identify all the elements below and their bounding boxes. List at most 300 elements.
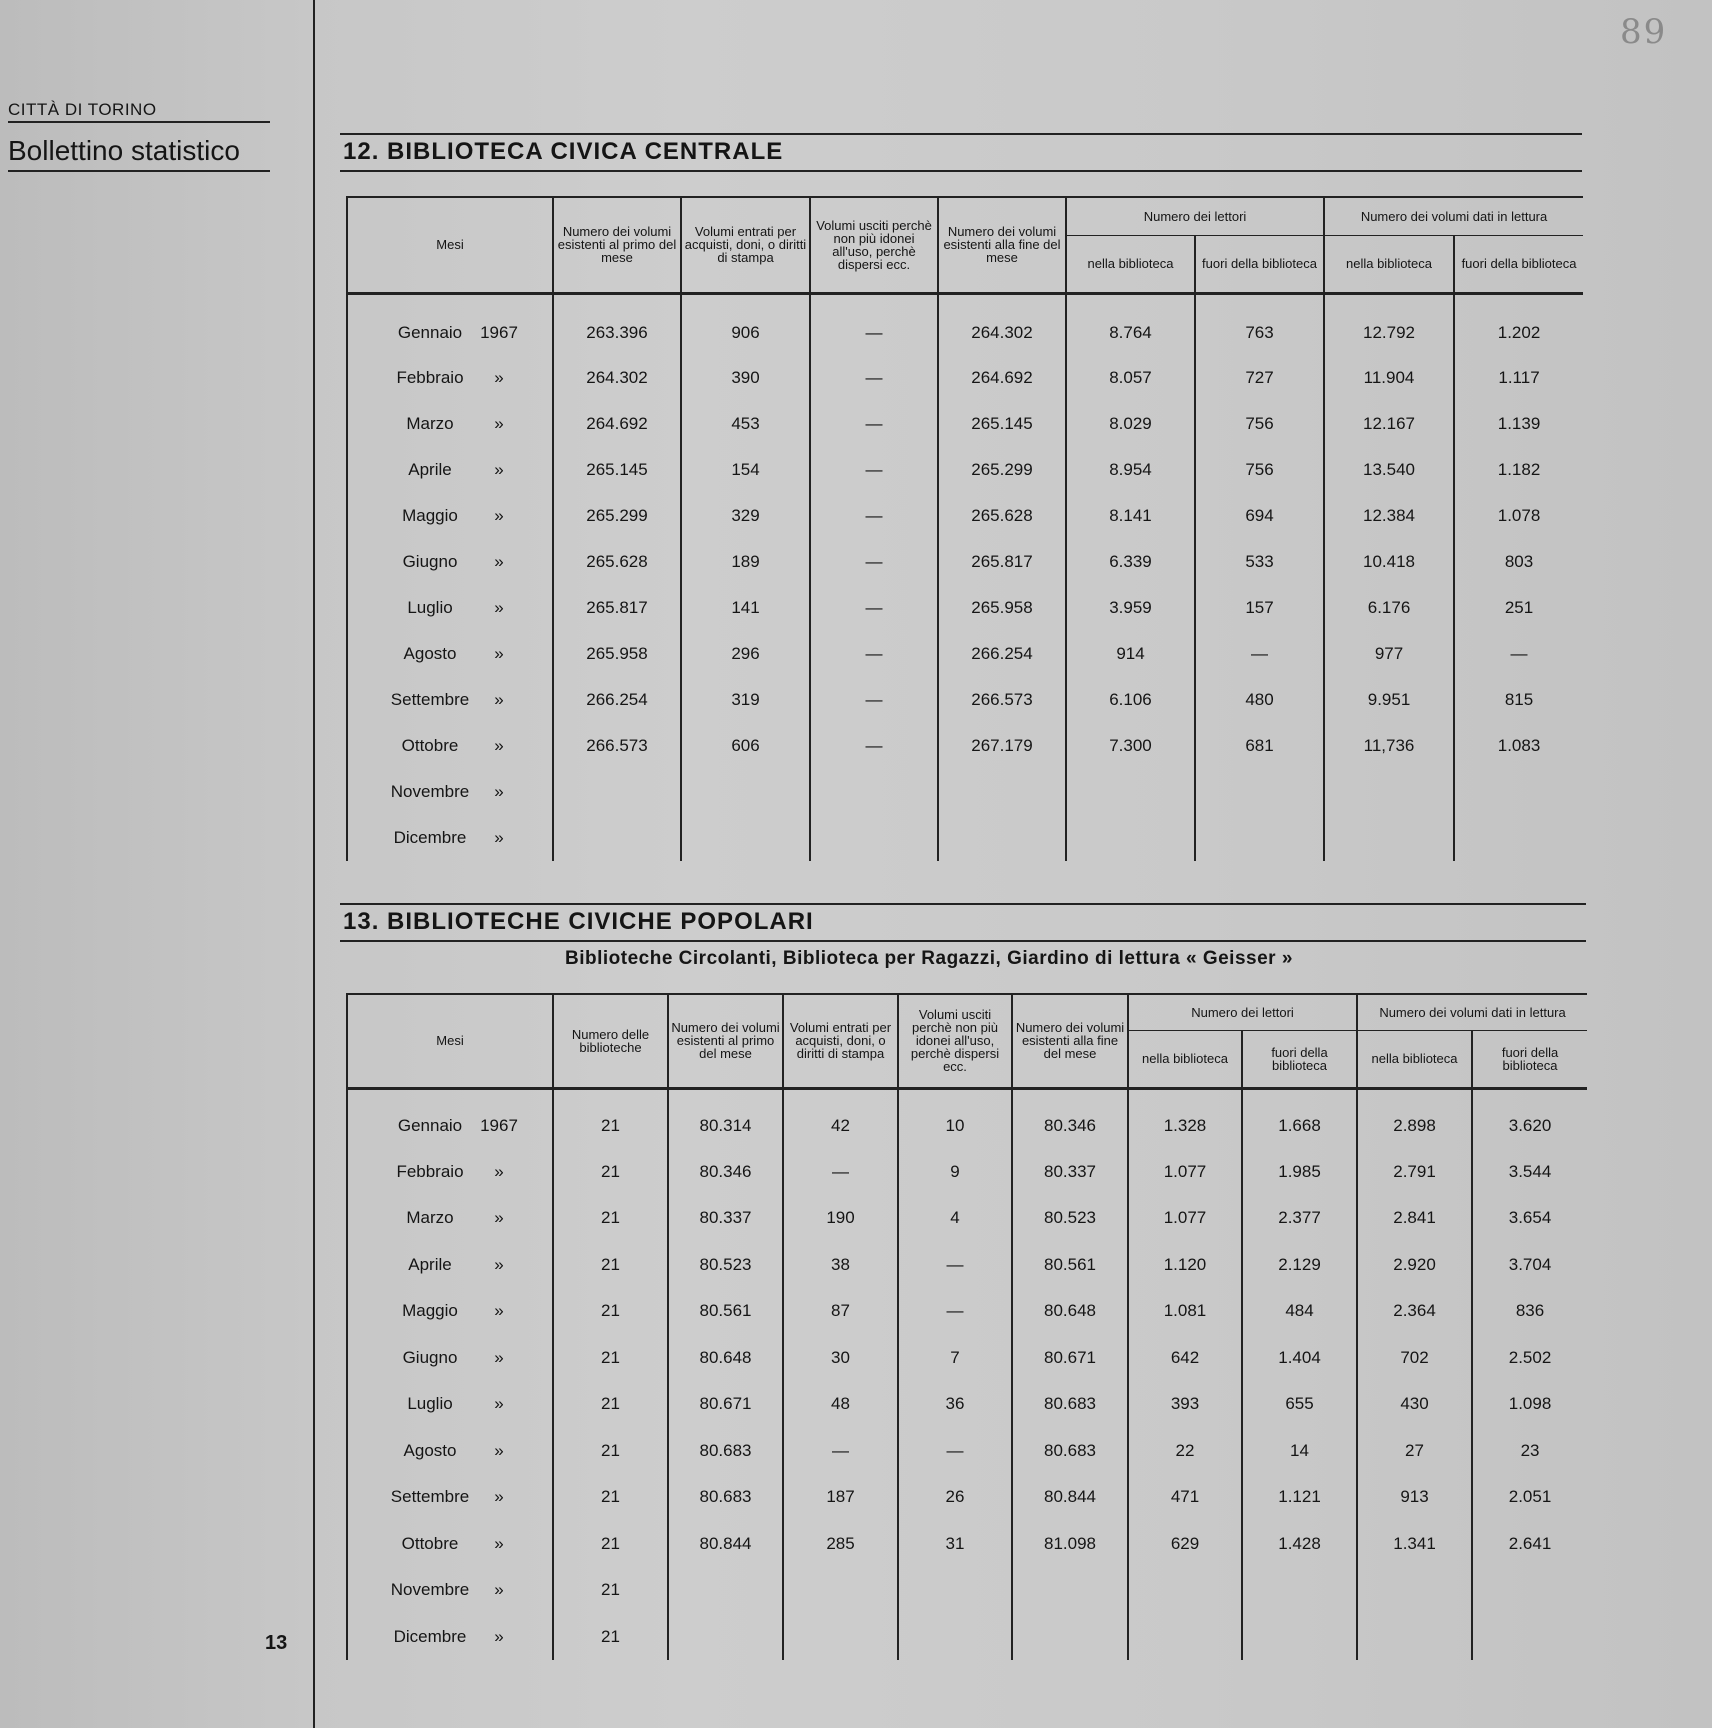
cell-lettori-fuori: 756 [1195,447,1324,493]
cell-lettori-fuori: 727 [1195,355,1324,401]
cell-mese [347,631,553,677]
col-fine: Numero dei volumi esistenti alla fine del mese [938,197,1066,293]
cell-fine: 80.337 [1012,1149,1128,1196]
table-row [347,723,1583,769]
month-name: Aprile [408,460,452,479]
cell-volumi-nella: 27 [1357,1428,1472,1475]
cell-volumi-fuori [1472,1614,1587,1661]
month-year: 1967 [480,322,518,342]
cell-volumi-nella: 2.364 [1357,1288,1472,1335]
month-year: » [494,1394,504,1414]
section12-rule-top [340,133,1582,135]
cell-inizio: 264.302 [553,355,681,401]
month-name: Luglio [407,598,453,617]
cell-num: 21 [553,1614,668,1661]
cell-volumi-nella: 430 [1357,1381,1472,1428]
cell-entrati: 42 [783,1088,898,1149]
cell-usciti: — [898,1242,1012,1289]
cell-volumi-fuori: 1.083 [1454,723,1583,769]
section13-rule-top [340,903,1586,905]
cell-volumi-fuori: 1.078 [1454,493,1583,539]
cell-lettori-nella: 8.954 [1066,447,1195,493]
cell-mese [347,293,553,355]
month-name: Giugno [402,552,458,571]
cell-inizio: 265.958 [553,631,681,677]
cell-mese [347,1149,553,1196]
cell-usciti: — [810,677,938,723]
cell-volumi-fuori: 2.641 [1472,1521,1587,1568]
cell-fine [938,769,1066,815]
cell-num: 21 [553,1088,668,1149]
month-name: Febbraio [396,368,464,387]
table-row [347,1474,1587,1521]
cell-mese [347,1288,553,1335]
cell-usciti: — [810,355,938,401]
cell-volumi-fuori: — [1454,631,1583,677]
cell-lettori-fuori: 2.129 [1242,1242,1357,1289]
month-year: » [494,506,504,525]
cell-volumi-fuori: 815 [1454,677,1583,723]
cell-lettori-nella: 7.300 [1066,723,1195,769]
month-name: Aprile [408,1254,452,1274]
col-volumi-nella: nella biblioteca [1357,1030,1472,1088]
cell-lettori-nella: 8.764 [1066,293,1195,355]
month-year: » [494,1347,504,1367]
cell-inizio: 80.683 [668,1474,783,1521]
month-name: Ottobre [401,736,459,755]
col-lettori-fuori: fuori della biblioteca [1195,235,1324,293]
cell-lettori-nella: 22 [1128,1428,1242,1475]
cell-volumi-fuori: 1.117 [1454,355,1583,401]
cell-usciti: 4 [898,1195,1012,1242]
month-year: » [494,1208,504,1228]
cell-lettori-fuori: 763 [1195,293,1324,355]
cell-usciti: — [810,293,938,355]
month-name: Gennaio [397,1116,463,1135]
cell-mese [347,447,553,493]
cell-entrati: 141 [681,585,810,631]
cell-num: 21 [553,1521,668,1568]
cell-lettori-fuori: 1.404 [1242,1335,1357,1382]
cell-entrati: — [783,1149,898,1196]
cell-volumi-fuori: 1.098 [1472,1381,1587,1428]
col-usciti: Volumi usciti perchè non più idonei all'uso, perchè dispersi ecc. [898,994,1012,1088]
month-year: » [494,414,504,433]
table-row [347,585,1583,631]
cell-entrati: 285 [783,1521,898,1568]
cell-num: 21 [553,1195,668,1242]
table-row [347,493,1583,539]
month-name: Maggio [402,506,458,525]
cell-fine: 265.145 [938,401,1066,447]
cell-usciti: — [898,1288,1012,1335]
cell-num: 21 [553,1428,668,1475]
cell-lettori-nella [1128,1614,1242,1661]
table-row [347,1521,1587,1568]
col-entrati: Volumi entrati per acquisti, doni, o diritti di stampa [783,994,898,1088]
cell-volumi-fuori: 3.544 [1472,1149,1587,1196]
cell-fine [938,815,1066,861]
cell-mese [347,769,553,815]
cell-volumi-nella: 11,736 [1324,723,1454,769]
cell-mese [347,1195,553,1242]
month-name: Gennaio [397,322,463,342]
table-biblioteche-popolari [346,993,1587,1660]
month-year: » [494,1161,504,1181]
col-inizio: Numero dei volumi esistenti al primo del mese [553,197,681,293]
month-year: » [494,644,504,663]
handwritten-page-number: 89 [1620,12,1668,52]
cell-inizio: 80.683 [668,1428,783,1475]
col-fine: Numero dei volumi esistenti alla fine del mese [1012,994,1128,1088]
cell-num: 21 [553,1242,668,1289]
cell-lettori-fuori: 756 [1195,401,1324,447]
cell-usciti [898,1567,1012,1614]
cell-usciti [810,815,938,861]
cell-volumi-nella: 10.418 [1324,539,1454,585]
month-year: » [494,1487,504,1507]
cell-volumi-nella: 12.167 [1324,401,1454,447]
cell-mese [347,539,553,585]
cell-fine: 267.179 [938,723,1066,769]
cell-fine [1012,1567,1128,1614]
cell-volumi-nella: 1.341 [1357,1521,1472,1568]
cell-inizio [553,815,681,861]
cell-entrati: 319 [681,677,810,723]
col-entrati: Volumi entrati per acquisti, doni, o diritti di stampa [681,197,810,293]
cell-lettori-fuori: 480 [1195,677,1324,723]
cell-num: 21 [553,1567,668,1614]
cell-volumi-fuori: 2.502 [1472,1335,1587,1382]
cell-volumi-nella: 12.792 [1324,293,1454,355]
cell-entrati: 154 [681,447,810,493]
table-row [347,1195,1587,1242]
cell-usciti: 26 [898,1474,1012,1521]
cell-usciti: — [810,539,938,585]
cell-volumi-fuori: 803 [1454,539,1583,585]
cell-lettori-nella: 471 [1128,1474,1242,1521]
cell-inizio: 263.396 [553,293,681,355]
cell-entrati: 190 [783,1195,898,1242]
col-group-lettori: Numero dei lettori [1066,197,1324,235]
month-name: Ottobre [401,1533,459,1553]
cell-lettori-fuori [1242,1567,1357,1614]
cell-lettori-nella: 629 [1128,1521,1242,1568]
cell-lettori-nella: 1.077 [1128,1149,1242,1196]
col-group-volumi: Numero dei volumi dati in lettura [1324,197,1583,235]
cell-volumi-fuori: 3.620 [1472,1088,1587,1149]
cell-mese [347,1381,553,1428]
cell-entrati: 329 [681,493,810,539]
cell-entrati [783,1614,898,1661]
cell-lettori-nella: 1.328 [1128,1088,1242,1149]
section13-title: 13. BIBLIOTECHE CIVICHE POPOLARI [343,908,814,935]
col-volumi-fuori: fuori della biblioteca [1454,235,1583,293]
cell-lettori-fuori: 1.121 [1242,1474,1357,1521]
col-num-biblioteche: Numero delle biblioteche [553,994,668,1088]
table-row [347,1428,1587,1475]
header-rule-top [8,121,270,123]
col-lettori-nella: nella biblioteca [1066,235,1195,293]
cell-entrati [783,1567,898,1614]
cell-mese [347,1567,553,1614]
page-number: 13 [265,1632,288,1654]
cell-usciti: — [810,585,938,631]
month-name: Marzo [406,414,454,433]
cell-lettori-nella: 8.141 [1066,493,1195,539]
cell-lettori-nella: 1.077 [1128,1195,1242,1242]
month-name: Luglio [407,1394,453,1414]
cell-usciti: 9 [898,1149,1012,1196]
cell-volumi-nella: 13.540 [1324,447,1454,493]
table-row [347,1088,1587,1149]
month-year: » [494,690,504,709]
cell-lettori-nella: 393 [1128,1381,1242,1428]
cell-fine: 264.302 [938,293,1066,355]
month-name: Maggio [402,1301,458,1321]
month-year: » [494,782,504,801]
cell-inizio: 266.254 [553,677,681,723]
cell-mese [347,355,553,401]
cell-lettori-fuori: 14 [1242,1428,1357,1475]
section13-rule-bottom [340,940,1586,942]
cell-num: 21 [553,1335,668,1382]
cell-num: 21 [553,1474,668,1521]
month-name: Novembre [390,1580,470,1600]
cell-usciti: — [810,447,938,493]
cell-mese [347,1428,553,1475]
col-lettori-fuori: fuori della biblioteca [1242,1030,1357,1088]
cell-inizio [553,769,681,815]
cell-entrati [681,815,810,861]
month-name: Giugno [402,1347,458,1367]
table-row [347,815,1583,861]
cell-fine: 265.958 [938,585,1066,631]
cell-entrati: 87 [783,1288,898,1335]
cell-volumi-fuori: 3.654 [1472,1195,1587,1242]
cell-volumi-fuori: 23 [1472,1428,1587,1475]
cell-usciti: — [810,401,938,447]
cell-volumi-nella [1324,769,1454,815]
section13-subtitle: Biblioteche Circolanti, Biblioteca per Ragazzi, Giardino di lettura « Geisser » [565,948,1293,969]
cell-inizio [668,1567,783,1614]
cell-volumi-nella: 702 [1357,1335,1472,1382]
cell-mese [347,1088,553,1149]
cell-mese [347,1474,553,1521]
cell-volumi-nella: 2.920 [1357,1242,1472,1289]
margin-rule [313,0,315,1728]
cell-entrati: 38 [783,1242,898,1289]
cell-fine: 80.683 [1012,1381,1128,1428]
cell-volumi-nella: 2.841 [1357,1195,1472,1242]
cell-num: 21 [553,1381,668,1428]
cell-entrati: — [783,1428,898,1475]
cell-entrati: 187 [783,1474,898,1521]
section12-title: 12. BIBLIOTECA CIVICA CENTRALE [343,138,784,165]
month-year: » [494,552,504,571]
cell-volumi-fuori: 2.051 [1472,1474,1587,1521]
cell-usciti: — [810,493,938,539]
cell-usciti: 31 [898,1521,1012,1568]
cell-fine: 265.628 [938,493,1066,539]
cell-inizio: 80.337 [668,1195,783,1242]
table-biblioteca-centrale [346,196,1583,861]
cell-entrati [681,769,810,815]
cell-fine: 265.817 [938,539,1066,585]
cell-lettori-nella: 642 [1128,1335,1242,1382]
cell-volumi-nella: 9.951 [1324,677,1454,723]
cell-lettori-fuori: 1.985 [1242,1149,1357,1196]
cell-volumi-fuori [1454,769,1583,815]
cell-inizio: 265.299 [553,493,681,539]
table-row [347,355,1583,401]
cell-fine: 266.573 [938,677,1066,723]
cell-volumi-fuori: 836 [1472,1288,1587,1335]
cell-usciti: — [810,631,938,677]
table-row [347,1381,1587,1428]
month-name: Novembre [390,782,470,801]
table-row [347,1149,1587,1196]
cell-fine: 80.844 [1012,1474,1128,1521]
col-group-volumi: Numero dei volumi dati in lettura [1357,994,1587,1030]
cell-usciti: — [898,1428,1012,1475]
cell-mese [347,1242,553,1289]
cell-mese [347,677,553,723]
cell-inizio: 80.314 [668,1088,783,1149]
cell-lettori-fuori: 2.377 [1242,1195,1357,1242]
table-row [347,1614,1587,1661]
cell-volumi-fuori: 1.139 [1454,401,1583,447]
cell-mese [347,493,553,539]
cell-lettori-nella [1128,1567,1242,1614]
col-usciti: Volumi usciti perchè non più idonei all'uso, perchè dispersi ecc. [810,197,938,293]
cell-mese [347,1521,553,1568]
cell-inizio: 80.844 [668,1521,783,1568]
header-city: CITTÀ DI TORINO [8,100,157,119]
cell-volumi-fuori: 1.202 [1454,293,1583,355]
month-year: » [494,828,504,847]
cell-lettori-fuori: 694 [1195,493,1324,539]
col-mesi: Mesi [347,197,553,293]
cell-inizio: 266.573 [553,723,681,769]
month-name: Agosto [403,644,457,663]
month-name: Settembre [390,1487,470,1507]
cell-fine: 80.671 [1012,1335,1128,1382]
table-row [347,401,1583,447]
cell-inizio: 80.346 [668,1149,783,1196]
cell-volumi-fuori [1472,1567,1587,1614]
cell-mese [347,1614,553,1661]
cell-mese [347,815,553,861]
cell-lettori-fuori: 1.668 [1242,1088,1357,1149]
cell-volumi-nella: 2.898 [1357,1088,1472,1149]
cell-fine: 266.254 [938,631,1066,677]
cell-entrati: 606 [681,723,810,769]
cell-lettori-nella: 8.057 [1066,355,1195,401]
cell-usciti: 7 [898,1335,1012,1382]
cell-volumi-nella: 11.904 [1324,355,1454,401]
cell-volumi-nella [1324,815,1454,861]
cell-fine: 81.098 [1012,1521,1128,1568]
month-name: Dicembre [393,1626,467,1646]
cell-entrati: 906 [681,293,810,355]
cell-volumi-nella: 2.791 [1357,1149,1472,1196]
cell-lettori-nella: 3.959 [1066,585,1195,631]
cell-entrati: 296 [681,631,810,677]
cell-inizio: 80.648 [668,1335,783,1382]
cell-num: 21 [553,1288,668,1335]
col-inizio: Numero dei volumi esistenti al primo del mese [668,994,783,1088]
table-row [347,631,1583,677]
cell-lettori-nella [1066,815,1195,861]
cell-fine: 80.648 [1012,1288,1128,1335]
cell-volumi-fuori: 1.182 [1454,447,1583,493]
cell-lettori-fuori: 1.428 [1242,1521,1357,1568]
cell-lettori-nella: 1.120 [1128,1242,1242,1289]
table-row [347,1567,1587,1614]
month-name: Febbraio [396,1161,464,1181]
cell-lettori-fuori: 681 [1195,723,1324,769]
cell-fine: 80.561 [1012,1242,1128,1289]
month-year: » [494,1626,504,1646]
table-row [347,677,1583,723]
cell-inizio: 80.561 [668,1288,783,1335]
header-title: Bollettino statistico [8,135,240,166]
cell-volumi-nella: 913 [1357,1474,1472,1521]
cell-num: 21 [553,1149,668,1196]
month-year: » [494,1580,504,1600]
cell-volumi-fuori [1454,815,1583,861]
cell-mese [347,585,553,631]
cell-lettori-fuori: 655 [1242,1381,1357,1428]
cell-usciti: 36 [898,1381,1012,1428]
month-year: 1967 [480,1116,518,1135]
table-row [347,447,1583,493]
cell-inizio: 264.692 [553,401,681,447]
col-mesi: Mesi [347,994,553,1088]
cell-entrati: 390 [681,355,810,401]
month-year: » [494,736,504,755]
cell-mese [347,1335,553,1382]
col-group-lettori: Numero dei lettori [1128,994,1357,1030]
col-volumi-nella: nella biblioteca [1324,235,1454,293]
cell-volumi-nella: 6.176 [1324,585,1454,631]
cell-inizio [668,1614,783,1661]
cell-volumi-nella [1357,1614,1472,1661]
cell-lettori-nella: 8.029 [1066,401,1195,447]
cell-volumi-nella: 977 [1324,631,1454,677]
month-year: » [494,1533,504,1553]
month-name: Dicembre [393,828,467,847]
cell-lettori-nella: 6.106 [1066,677,1195,723]
cell-lettori-nella [1066,769,1195,815]
cell-lettori-fuori [1195,815,1324,861]
month-year: » [494,1254,504,1274]
cell-lettori-nella: 914 [1066,631,1195,677]
cell-mese [347,401,553,447]
cell-lettori-fuori: 157 [1195,585,1324,631]
cell-inizio: 265.628 [553,539,681,585]
cell-lettori-nella: 6.339 [1066,539,1195,585]
cell-fine: 80.523 [1012,1195,1128,1242]
cell-fine: 264.692 [938,355,1066,401]
table-row [347,539,1583,585]
header-rule-bottom [8,170,270,172]
cell-fine: 265.299 [938,447,1066,493]
month-name: Marzo [406,1208,454,1228]
cell-lettori-fuori: 484 [1242,1288,1357,1335]
month-year: » [494,598,504,617]
